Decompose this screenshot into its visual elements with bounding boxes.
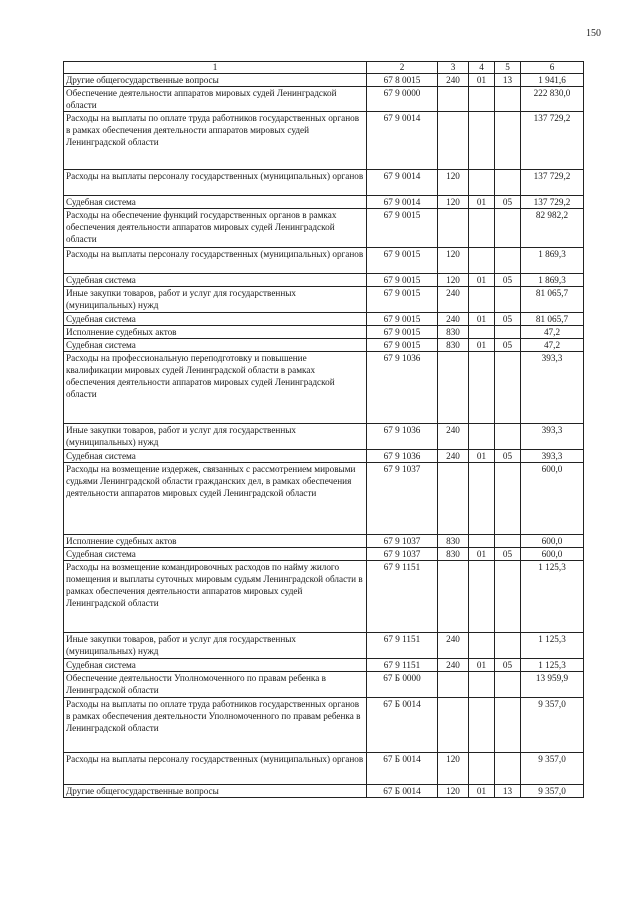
row-target-code: 67 9 0015 bbox=[367, 339, 438, 352]
row-description: Другие общегосударственные вопросы bbox=[64, 785, 367, 798]
row-section bbox=[469, 352, 495, 424]
row-section bbox=[469, 672, 495, 698]
row-target-code: 67 9 0014 bbox=[367, 112, 438, 170]
row-description: Расходы на выплаты по оплате труда работников государственных органов в рамках обеспечения деятельности Уполномоченного по правам ребенка в Ленинградской области bbox=[64, 698, 367, 753]
table-row bbox=[64, 112, 584, 170]
row-target-code: 67 9 1037 bbox=[367, 535, 438, 548]
row-description: Иные закупки товаров, работ и услуг для государственных (муниципальных) нужд bbox=[64, 287, 367, 313]
row-target-code: 67 Б 0014 bbox=[367, 753, 438, 785]
row-section: 01 bbox=[469, 313, 495, 326]
row-target-code: 67 Б 0014 bbox=[367, 785, 438, 798]
row-description: Расходы на выплаты персоналу государственных (муниципальных) органов bbox=[64, 170, 367, 196]
table-row bbox=[64, 274, 584, 287]
row-section: 01 bbox=[469, 785, 495, 798]
row-section: 01 bbox=[469, 450, 495, 463]
table-header-row bbox=[64, 62, 584, 74]
table-row bbox=[64, 633, 584, 659]
row-description: Расходы на возмещение издержек, связанных с рассмотрением мировыми судьями Ленинградской области гражданских дел, в рамках обеспечения деятельности аппаратов мировых судей Ленинградской области bbox=[64, 463, 367, 535]
row-amount: 393,3 bbox=[521, 450, 584, 463]
row-target-code: 67 9 1037 bbox=[367, 463, 438, 535]
row-subsection: 05 bbox=[495, 659, 521, 672]
row-description: Расходы на выплаты персоналу государственных (муниципальных) органов bbox=[64, 248, 367, 274]
row-expense-type bbox=[438, 561, 469, 633]
row-subsection: 05 bbox=[495, 274, 521, 287]
row-description: Расходы на возмещение командировочных расходов по найму жилого помещения и выплаты суточных мировым судьям Ленинградской области в рамках обеспечения деятельности аппаратов мировых судей Ленинградской области bbox=[64, 561, 367, 633]
row-description: Обеспечение деятельности аппаратов мировых судей Ленинградской области bbox=[64, 87, 367, 112]
row-expense-type: 830 bbox=[438, 548, 469, 561]
row-expense-type: 120 bbox=[438, 196, 469, 209]
table-row bbox=[64, 561, 584, 633]
row-amount: 600,0 bbox=[521, 463, 584, 535]
table-row bbox=[64, 450, 584, 463]
table-row bbox=[64, 659, 584, 672]
row-amount: 1 869,3 bbox=[521, 248, 584, 274]
row-amount: 393,3 bbox=[521, 352, 584, 424]
row-section bbox=[469, 753, 495, 785]
page-number: 150 bbox=[586, 28, 601, 39]
row-amount: 600,0 bbox=[521, 535, 584, 548]
budget-table bbox=[63, 61, 584, 798]
row-expense-type: 240 bbox=[438, 287, 469, 313]
row-expense-type bbox=[438, 87, 469, 112]
row-expense-type bbox=[438, 209, 469, 248]
row-target-code: 67 9 1151 bbox=[367, 659, 438, 672]
row-subsection: 05 bbox=[495, 313, 521, 326]
row-section bbox=[469, 463, 495, 535]
table-row bbox=[64, 74, 584, 87]
row-subsection bbox=[495, 287, 521, 313]
row-expense-type bbox=[438, 463, 469, 535]
row-subsection: 05 bbox=[495, 196, 521, 209]
row-target-code: 67 9 0015 bbox=[367, 313, 438, 326]
column-header: 5 bbox=[495, 62, 521, 74]
row-expense-type: 830 bbox=[438, 339, 469, 352]
row-subsection bbox=[495, 170, 521, 196]
column-header: 4 bbox=[469, 62, 495, 74]
row-amount: 13 959,9 bbox=[521, 672, 584, 698]
row-amount: 1 125,3 bbox=[521, 561, 584, 633]
row-section bbox=[469, 287, 495, 313]
table-row bbox=[64, 352, 584, 424]
row-target-code: 67 9 0015 bbox=[367, 209, 438, 248]
row-subsection bbox=[495, 698, 521, 753]
row-expense-type: 240 bbox=[438, 313, 469, 326]
row-subsection bbox=[495, 633, 521, 659]
row-amount: 1 941,6 bbox=[521, 74, 584, 87]
row-expense-type bbox=[438, 698, 469, 753]
row-description: Судебная система bbox=[64, 659, 367, 672]
row-expense-type bbox=[438, 352, 469, 424]
row-section: 01 bbox=[469, 74, 495, 87]
table-row bbox=[64, 548, 584, 561]
row-expense-type: 240 bbox=[438, 633, 469, 659]
row-target-code: 67 9 0015 bbox=[367, 274, 438, 287]
table-row bbox=[64, 463, 584, 535]
row-amount: 222 830,0 bbox=[521, 87, 584, 112]
row-subsection bbox=[495, 326, 521, 339]
row-amount: 1 869,3 bbox=[521, 274, 584, 287]
row-target-code: 67 8 0015 bbox=[367, 74, 438, 87]
row-subsection: 13 bbox=[495, 74, 521, 87]
row-section: 01 bbox=[469, 274, 495, 287]
row-amount: 1 125,3 bbox=[521, 659, 584, 672]
table-row bbox=[64, 196, 584, 209]
row-section bbox=[469, 248, 495, 274]
row-target-code: 67 9 1037 bbox=[367, 548, 438, 561]
row-section bbox=[469, 424, 495, 450]
row-section bbox=[469, 209, 495, 248]
row-target-code: 67 9 0014 bbox=[367, 196, 438, 209]
table-row bbox=[64, 170, 584, 196]
row-subsection bbox=[495, 753, 521, 785]
table-row bbox=[64, 535, 584, 548]
row-section bbox=[469, 633, 495, 659]
table-row bbox=[64, 313, 584, 326]
row-expense-type: 120 bbox=[438, 248, 469, 274]
row-section bbox=[469, 170, 495, 196]
row-section: 01 bbox=[469, 196, 495, 209]
row-section: 01 bbox=[469, 339, 495, 352]
row-amount: 600,0 bbox=[521, 548, 584, 561]
row-section: 01 bbox=[469, 548, 495, 561]
row-description: Расходы на выплаты по оплате труда работников государственных органов в рамках обеспечения деятельности аппаратов мировых судей Ленинградской области bbox=[64, 112, 367, 170]
row-description: Исполнение судебных актов bbox=[64, 535, 367, 548]
row-target-code: 67 9 0015 bbox=[367, 326, 438, 339]
row-subsection bbox=[495, 424, 521, 450]
column-header: 2 bbox=[367, 62, 438, 74]
row-target-code: 67 9 1036 bbox=[367, 450, 438, 463]
row-description: Расходы на обеспечение функций государственных органов в рамках обеспечения деятельности аппаратов мировых судей Ленинградской области bbox=[64, 209, 367, 248]
row-expense-type bbox=[438, 672, 469, 698]
row-target-code: 67 9 1151 bbox=[367, 561, 438, 633]
row-amount: 137 729,2 bbox=[521, 196, 584, 209]
row-subsection bbox=[495, 535, 521, 548]
row-section bbox=[469, 112, 495, 170]
row-subsection bbox=[495, 248, 521, 274]
row-subsection bbox=[495, 209, 521, 248]
row-subsection bbox=[495, 672, 521, 698]
row-amount: 137 729,2 bbox=[521, 112, 584, 170]
row-target-code: 67 9 0000 bbox=[367, 87, 438, 112]
row-description: Судебная система bbox=[64, 548, 367, 561]
row-amount: 47,2 bbox=[521, 326, 584, 339]
row-description: Обеспечение деятельности Уполномоченного по правам ребенка в Ленинградской области bbox=[64, 672, 367, 698]
row-description: Расходы на профессиональную переподготовку и повышение квалификации мировых судей Ленинградской области в рамках обеспечения деятельности аппаратов мировых судей Ленинградской области bbox=[64, 352, 367, 424]
table-row bbox=[64, 424, 584, 450]
row-target-code: 67 9 0014 bbox=[367, 170, 438, 196]
row-amount: 47,2 bbox=[521, 339, 584, 352]
table-row bbox=[64, 87, 584, 112]
row-target-code: 67 9 1036 bbox=[367, 424, 438, 450]
row-amount: 81 065,7 bbox=[521, 287, 584, 313]
row-description: Иные закупки товаров, работ и услуг для государственных (муниципальных) нужд bbox=[64, 633, 367, 659]
row-subsection: 05 bbox=[495, 548, 521, 561]
row-description: Исполнение судебных актов bbox=[64, 326, 367, 339]
row-section bbox=[469, 326, 495, 339]
row-amount: 9 357,0 bbox=[521, 698, 584, 753]
table-row bbox=[64, 248, 584, 274]
row-subsection bbox=[495, 352, 521, 424]
row-section: 01 bbox=[469, 659, 495, 672]
row-target-code: 67 Б 0000 bbox=[367, 672, 438, 698]
row-subsection bbox=[495, 463, 521, 535]
row-subsection: 05 bbox=[495, 339, 521, 352]
row-description: Иные закупки товаров, работ и услуг для государственных (муниципальных) нужд bbox=[64, 424, 367, 450]
row-expense-type: 240 bbox=[438, 424, 469, 450]
table-body bbox=[64, 74, 584, 798]
column-header: 1 bbox=[64, 62, 367, 74]
row-subsection bbox=[495, 112, 521, 170]
row-description: Судебная система bbox=[64, 313, 367, 326]
row-description: Судебная система bbox=[64, 339, 367, 352]
row-expense-type: 120 bbox=[438, 753, 469, 785]
row-target-code: 67 9 1151 bbox=[367, 633, 438, 659]
row-target-code: 67 Б 0014 bbox=[367, 698, 438, 753]
table-row bbox=[64, 672, 584, 698]
table-row bbox=[64, 698, 584, 753]
row-amount: 1 125,3 bbox=[521, 633, 584, 659]
table-row bbox=[64, 287, 584, 313]
row-section bbox=[469, 698, 495, 753]
row-section bbox=[469, 535, 495, 548]
table-row bbox=[64, 753, 584, 785]
row-subsection bbox=[495, 561, 521, 633]
row-description: Расходы на выплаты персоналу государственных (муниципальных) органов bbox=[64, 753, 367, 785]
row-subsection bbox=[495, 87, 521, 112]
row-amount: 82 982,2 bbox=[521, 209, 584, 248]
row-amount: 9 357,0 bbox=[521, 753, 584, 785]
row-expense-type: 120 bbox=[438, 274, 469, 287]
row-expense-type: 240 bbox=[438, 74, 469, 87]
row-section bbox=[469, 87, 495, 112]
column-header: 3 bbox=[438, 62, 469, 74]
row-expense-type: 830 bbox=[438, 326, 469, 339]
row-description: Другие общегосударственные вопросы bbox=[64, 74, 367, 87]
row-expense-type: 240 bbox=[438, 450, 469, 463]
row-expense-type: 830 bbox=[438, 535, 469, 548]
row-expense-type: 120 bbox=[438, 170, 469, 196]
table-row bbox=[64, 785, 584, 798]
row-description: Судебная система bbox=[64, 274, 367, 287]
row-description: Судебная система bbox=[64, 196, 367, 209]
row-expense-type bbox=[438, 112, 469, 170]
row-expense-type: 120 bbox=[438, 785, 469, 798]
row-expense-type: 240 bbox=[438, 659, 469, 672]
row-subsection: 05 bbox=[495, 450, 521, 463]
row-amount: 137 729,2 bbox=[521, 170, 584, 196]
row-subsection: 13 bbox=[495, 785, 521, 798]
row-target-code: 67 9 0015 bbox=[367, 287, 438, 313]
row-amount: 81 065,7 bbox=[521, 313, 584, 326]
row-description: Судебная система bbox=[64, 450, 367, 463]
table-row bbox=[64, 326, 584, 339]
column-header: 6 bbox=[521, 62, 584, 74]
row-target-code: 67 9 1036 bbox=[367, 352, 438, 424]
row-section bbox=[469, 561, 495, 633]
row-amount: 393,3 bbox=[521, 424, 584, 450]
table-row bbox=[64, 209, 584, 248]
table-row bbox=[64, 339, 584, 352]
row-amount: 9 357,0 bbox=[521, 785, 584, 798]
row-target-code: 67 9 0015 bbox=[367, 248, 438, 274]
